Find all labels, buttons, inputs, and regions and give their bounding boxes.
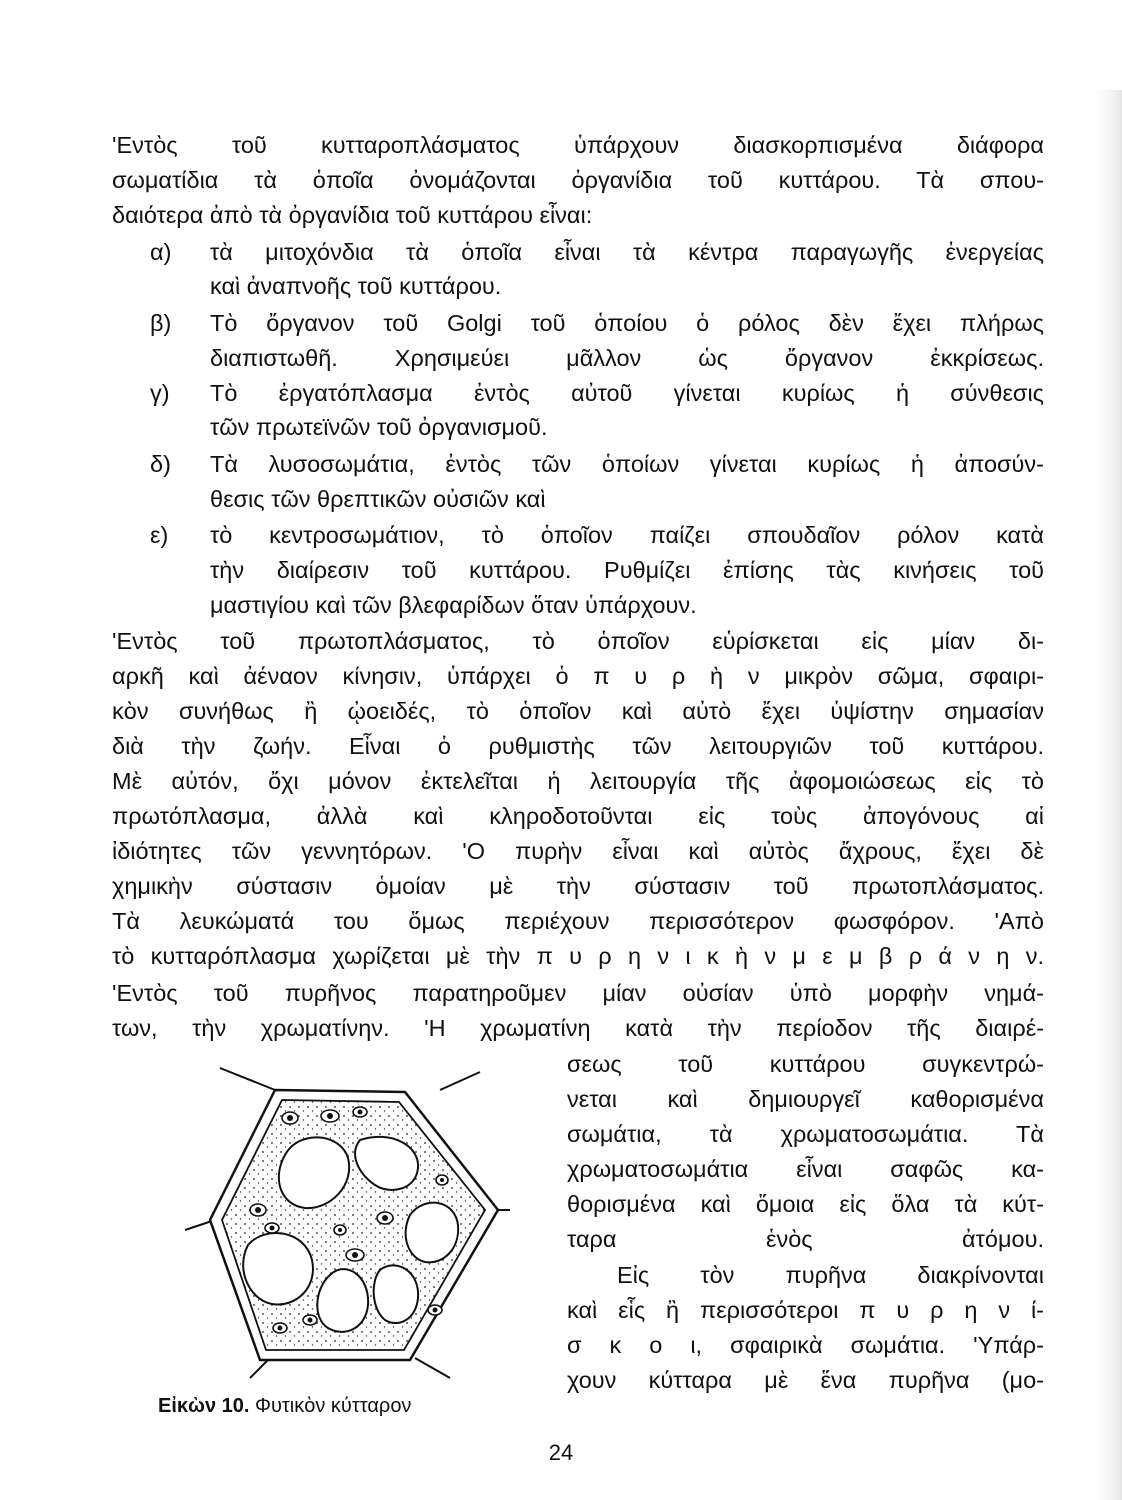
paragraph3-right-line-1: σεως τοῦ κυττάρου συγκεντρώ- [567,1051,1044,1077]
paragraph1-line-1: 'Εντὸς τοῦ κυτταροπλάσματος ὑπάρχουν διασκορπισμένα διάφορα [112,132,1044,158]
paragraph3-right-line-4: χρωματοσωμάτια εἶναι σαφῶς κα- [567,1156,1044,1182]
paragraph2-line-3: κὸν συνήθως ἢ ᾠοειδές, τὸ ὁποῖον καὶ αὐτὸ ἔχει ὑψίστην σημασίαν [112,698,1044,724]
list-item-e-line-1: τὸ κεντροσωμάτιον, τὸ ὁποῖον παίζει σπουδαῖον ρόλον κατὰ [210,522,1044,548]
paragraph2-line-1: 'Εντὸς τοῦ πρωτοπλάσματος, τὸ ὁποῖον εὑρίσκεται εἰς μίαν δι- [112,628,1044,654]
list-item-b-line-2: διαπιστωθῆ. Χρησιμεύει μᾶλλον ὡς ὄργανον ἐκκρίσεως. [210,345,1044,371]
paragraph3-line-1: 'Εντὸς τοῦ πυρῆνος παρατηροῦμεν μίαν οὐσίαν ὑπὸ μορφὴν νημά- [112,980,1044,1006]
figure-caption-label: Εἰκὼν 10. [158,1395,250,1417]
paragraph2-line-8: χημικὴν σύστασιν ὁμοίαν μὲ τὴν σύστασιν τοῦ πρωτοπλάσματος. [112,873,1044,899]
list-item-label-e: ε) [150,522,169,548]
paragraph3-right-line-2: νεται καὶ δημιουργεῖ καθορισμένα [567,1086,1044,1112]
list-item-d-line-2: θεσις τῶν θρεπτικῶν οὐσιῶν καὶ [210,486,546,512]
list-item-c-line-2: τῶν πρωτεϊνῶν τοῦ ὀργανισμοῦ. [210,414,548,440]
paragraph4-right-line-2: καὶ εἷς ἢ περισσότεροι π υ ρ η ν ί- [567,1297,1044,1323]
paragraph3-right-line-5: θορισμένα καὶ ὅμοια εἰς ὅλα τὰ κύτ- [567,1191,1044,1217]
paragraph4-right-line-1: Εἰς τὸν πυρῆνα διακρίνονται [617,1262,1044,1288]
paragraph2-line-4: διὰ τὴν ζωήν. Εἶναι ὁ ρυθμιστὴς τῶν λειτουργιῶν τοῦ κυττάρου. [112,733,1044,759]
paragraph2-line-6: πρωτόπλασμα, ἀλλὰ καὶ κληροδοτοῦνται εἰς τοὺς ἀπογόνους αἱ [112,803,1044,829]
list-item-c-line-1: Τὸ ἐργατόπλασμα ἐντὸς αὐτοῦ γίνεται κυρίως ἡ σύνθεσις [210,380,1044,406]
list-item-label-c: γ) [150,380,170,406]
list-item-a-line-2: καὶ ἀναπνοῆς τοῦ κυττάρου. [210,273,502,299]
paragraph2-line-2: αρκῆ καὶ ἀέναον κίνησιν, ὑπάρχει ὁ π υ ρ ὴ ν μικρὸν σῶμα, σφαιρι- [112,663,1044,689]
paragraph1-line-3: δαιότερα ἀπὸ τὰ ὀργανίδια τοῦ κυττάρου εἶναι: [112,202,593,228]
scan-edge-shadow [1095,90,1122,1500]
list-item-d-line-1: Τὰ λυσοσωμάτια, ἐντὸς τῶν ὁποίων γίνεται κυρίως ἡ ἀποσύν- [210,451,1044,477]
list-item-e-line-2: τὴν διαίρεσιν τοῦ κυττάρου. Ρυθμίζει ἐπίσης τὰς κινήσεις τοῦ [210,557,1044,583]
figure-caption-text: Φυτικὸν κύτταρον [255,1395,412,1417]
paragraph2-line-10: τὸ κυτταρόπλασμα χωρίζεται μὲ τὴν π υ ρ η ν ι κ ὴ ν μ ε μ β ρ ά ν η ν. [112,943,1044,969]
list-item-e-line-3: μαστιγίου καὶ τῶν βλεφαρίδων ὅταν ὑπάρχουν. [210,592,697,618]
list-item-label-a: α) [150,239,172,265]
paragraph1-line-2: σωματίδια τὰ ὁποῖα ὀνομάζονται ὀργανίδια τοῦ κυττάρου. Τὰ σπου- [112,167,1044,193]
list-item-label-b: β) [150,310,172,336]
figure-caption [158,1392,411,1420]
paragraph3-line-2: των, τὴν χρωματίνην. 'Η χρωματίνη κατὰ τὴν περίοδον τῆς διαιρέ- [112,1015,1044,1041]
list-item-a-line-1: τὰ μιτοχόνδια τὰ ὁποῖα εἶναι τὰ κέντρα παραγωγῆς ἐνεργείας [210,239,1044,265]
list-item-b-line-1: Τὸ ὄργανον τοῦ Golgi τοῦ ὁποίου ὁ ρόλος δὲν ἔχει πλήρως [210,310,1044,336]
paragraph4-right-line-3: σ κ ο ι, σφαιρικὰ σωμάτια. 'Υπάρ- [567,1332,1044,1358]
paragraph3-right-line-6: ταρα ἑνὸς ἀτόμου. [567,1226,1044,1252]
paragraph2-line-5: Μὲ αὐτόν, ὄχι μόνον ἐκτελεῖται ἡ λειτουργία τῆς ἀφομοιώσεως εἰς τὸ [112,768,1044,794]
paragraph4-right-line-4: χουν κύτταρα μὲ ἕνα πυρῆνα (μο- [567,1367,1044,1393]
plant-cell-illustration [180,1060,510,1380]
page-number: 24 [548,1440,574,1465]
paragraph3-right-line-3: σωμάτια, τὰ χρωματοσωμάτια. Τὰ [567,1121,1044,1147]
paragraph2-line-9: Τὰ λευκώματά του ὅμως περιέχουν περισσότερον φωσφόρον. 'Απὸ [112,908,1044,934]
list-item-label-d: δ) [150,451,171,477]
paragraph2-line-7: ἰδιότητες τῶν γεννητόρων. 'Ο πυρὴν εἶναι καὶ αὐτὸς ἄχρους, ἔχει δὲ [112,838,1044,864]
